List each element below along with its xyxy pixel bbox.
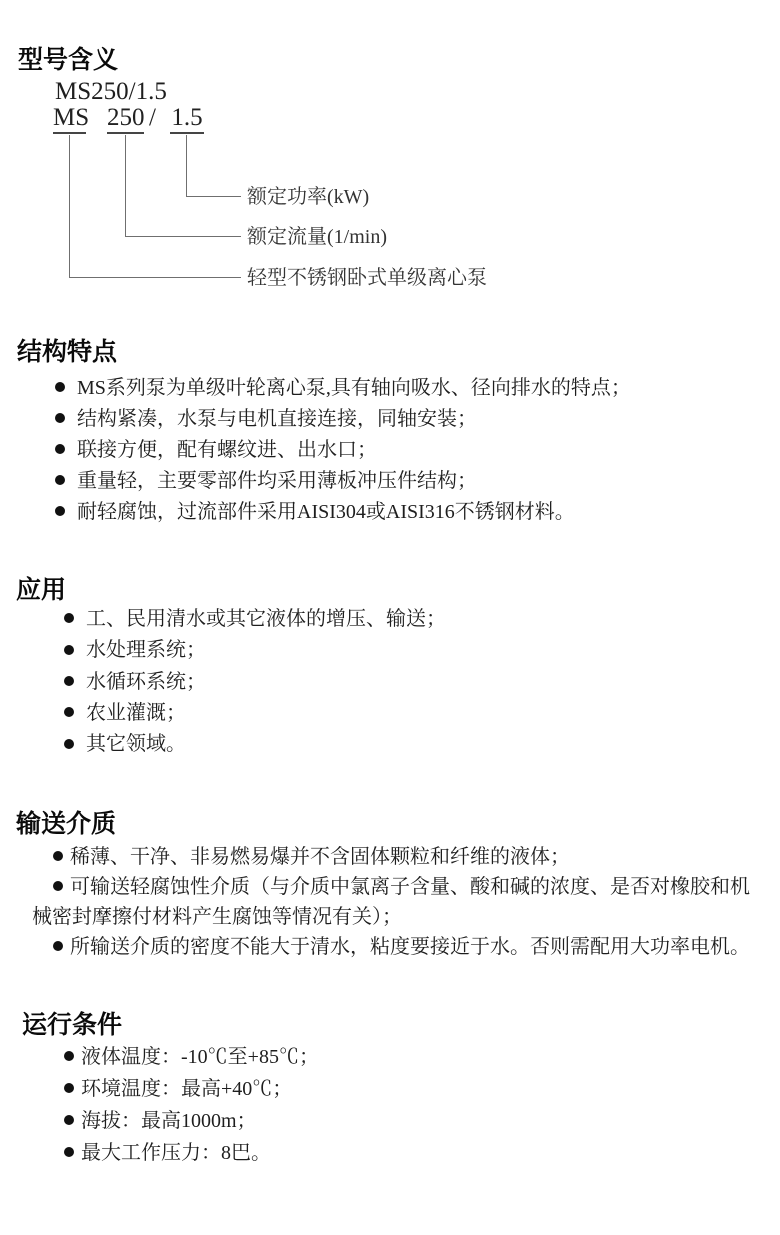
application-section xyxy=(0,574,780,760)
list-item xyxy=(0,404,780,435)
bullet-icon xyxy=(64,676,74,686)
list-item xyxy=(0,1105,780,1137)
application-list xyxy=(0,604,780,760)
bullet-icon xyxy=(64,739,74,749)
list-item-text: 工、民用清水或其它液体的增压、输送； xyxy=(86,608,446,630)
model-meaning-section xyxy=(0,0,780,330)
list-item-text: 环境温度：最高+40℃； xyxy=(81,1078,293,1100)
list-item-text: 最大工作压力：8巴。 xyxy=(81,1142,271,1164)
list-item xyxy=(0,872,780,932)
list-item xyxy=(0,435,780,466)
transport-medium-section xyxy=(0,808,780,962)
list-item xyxy=(0,497,780,528)
label-rated-flow: 额定流量(1/min) xyxy=(247,226,387,248)
bullet-icon xyxy=(64,1051,74,1061)
model-part-slash: / xyxy=(149,104,156,131)
structure-features-section xyxy=(0,336,780,528)
operating-conditions-list xyxy=(0,1041,780,1169)
section-title-transport: 输送介质 xyxy=(16,810,117,838)
bullet-icon xyxy=(55,444,65,454)
list-item xyxy=(0,698,780,729)
connector-line-series xyxy=(69,135,241,278)
list-item xyxy=(0,729,780,760)
bullet-icon xyxy=(55,506,65,516)
label-rated-power: 额定功率(kW) xyxy=(247,186,370,208)
structure-feature-list xyxy=(0,373,780,528)
model-part-series: MS xyxy=(53,105,86,134)
bullet-icon xyxy=(64,707,74,717)
bullet-icon xyxy=(64,1083,74,1093)
list-item-text: MS系列泵为单级叶轮离心泵,具有轴向吸水、径向排水的特点； xyxy=(77,377,631,399)
bullet-icon xyxy=(64,1147,74,1157)
list-item xyxy=(0,1041,780,1073)
section-title-operating: 运行条件 xyxy=(22,1011,123,1039)
list-item-text: 海拔：最高1000m； xyxy=(81,1110,257,1132)
model-part-power: 1.5 xyxy=(170,105,204,134)
list-item-text: 可输送轻腐蚀性介质（与介质中氯离子含量、酸和碱的浓度、是否对橡胶和机 xyxy=(70,876,750,898)
bullet-icon xyxy=(55,413,65,423)
model-code-full: MS250/1.5 xyxy=(55,78,167,105)
list-item xyxy=(0,373,780,404)
list-item-text: 水循环系统； xyxy=(86,670,206,693)
list-item xyxy=(0,635,780,666)
model-part-flow: 250 xyxy=(107,105,144,134)
bullet-icon xyxy=(53,881,63,891)
list-item-text: 农业灌溉； xyxy=(86,701,186,724)
bullet-icon xyxy=(53,851,63,861)
list-item-text: 重量轻，主要零部件均采用薄板冲压件结构； xyxy=(77,470,477,492)
label-pump-type: 轻型不锈钢卧式单级离心泵 xyxy=(247,267,487,289)
list-item-text: 水处理系统； xyxy=(86,639,206,662)
section-title-structure: 结构特点 xyxy=(17,338,118,366)
bullet-icon xyxy=(64,613,74,623)
list-item-text: 结构紧凑，水泵与电机直接连接，同轴安装； xyxy=(77,408,477,430)
list-item-continuation: 械密封摩擦付材料产生腐蚀等情况有关）； xyxy=(32,906,402,928)
bullet-icon xyxy=(64,1115,74,1125)
list-item-text: 稀薄、干净、非易燃易爆并不含固体颗粒和纤维的液体； xyxy=(70,846,570,868)
list-item xyxy=(0,1073,780,1105)
list-item xyxy=(0,932,780,962)
list-item xyxy=(0,667,780,698)
bullet-icon xyxy=(64,645,74,655)
bullet-icon xyxy=(55,475,65,485)
section-title-application: 应用 xyxy=(16,576,67,604)
list-item xyxy=(0,466,780,497)
list-item xyxy=(0,842,780,872)
bullet-icon xyxy=(55,382,65,392)
list-item-text: 液体温度：-10℃至+85℃； xyxy=(81,1046,319,1068)
list-item-text: 耐轻腐蚀，过流部件采用AISI304或AISI316不锈钢材料。 xyxy=(77,501,575,523)
list-item-text: 其它领域。 xyxy=(86,733,186,756)
list-item-text: 所输送介质的密度不能大于清水，粘度要接近于水。否则需配用大功率电机。 xyxy=(70,936,750,958)
section-title-model-meaning: 型号含义 xyxy=(18,46,119,74)
list-item xyxy=(0,1137,780,1169)
bullet-icon xyxy=(53,941,63,951)
list-item-text: 联接方便，配有螺纹进、出水口； xyxy=(77,439,377,461)
operating-conditions-section xyxy=(0,1009,780,1169)
list-item xyxy=(0,604,780,635)
transport-medium-list xyxy=(0,842,780,962)
